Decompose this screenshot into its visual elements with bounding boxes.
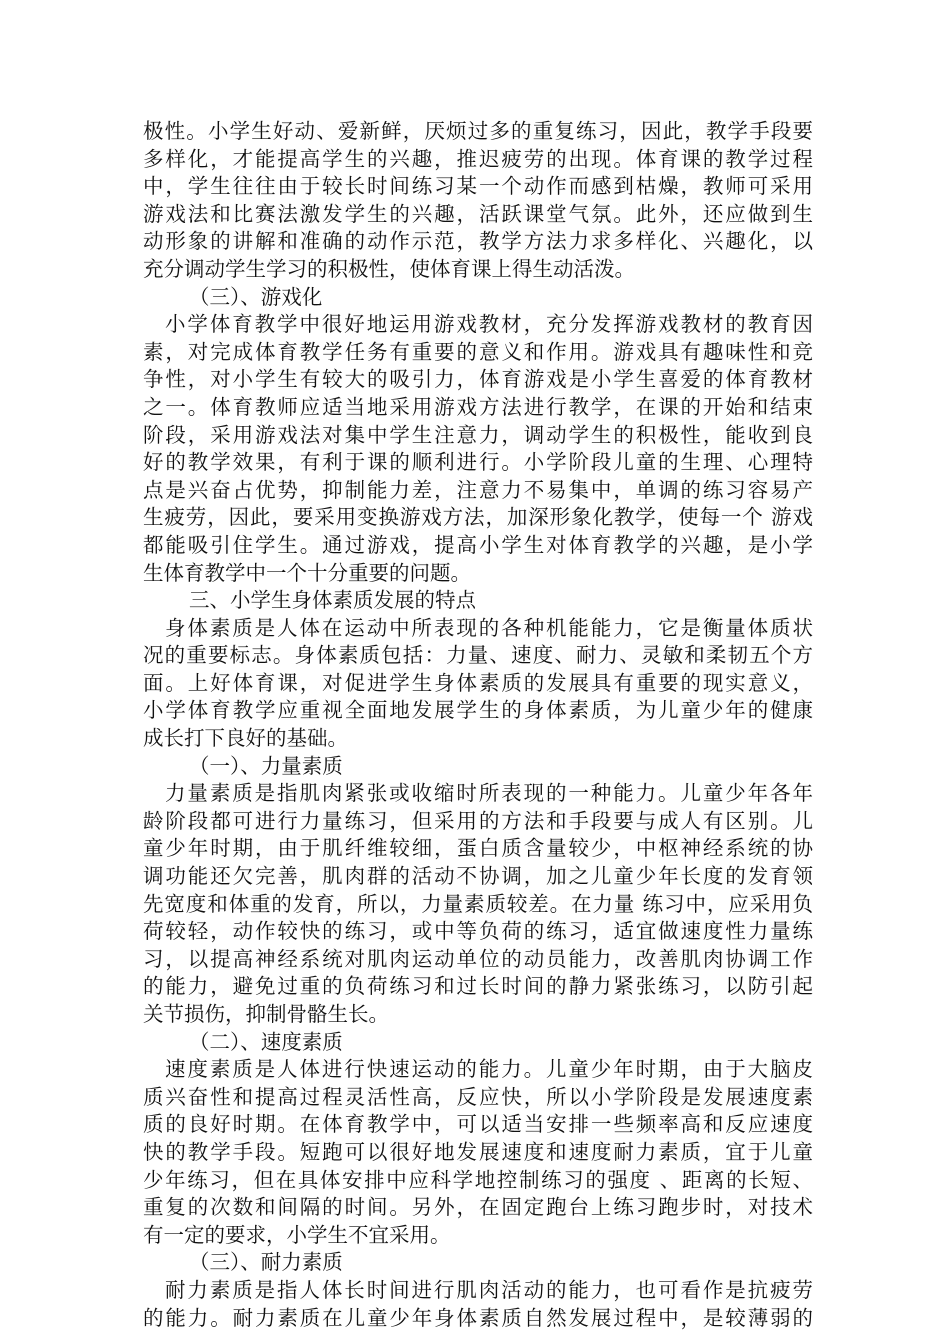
body-text-line: 质兴奋性和提高过程灵活性高，反应快，所以小学阶段是发展速度素 [143, 1084, 813, 1109]
body-text-line: 荷较轻，动作较快的练习，或中等负荷的练习，适宜做速度性力量练 [143, 919, 813, 944]
body-text-line: 有一定的要求，小学生不宜采用。 [143, 1222, 451, 1247]
body-text-line: 生疲劳，因此，要采用变换游戏方法，加深形象化教学，使每一个 游戏 [143, 505, 813, 530]
section-heading: （三）、游戏化 [189, 284, 323, 309]
body-text-line: 阶段，采用游戏法对集中学生注意力，调动学生的积极性，能收到良 [143, 422, 813, 447]
section-heading: （一）、力量素质 [189, 753, 343, 778]
body-text-line: 都能吸引住学生。通过游戏，提高小学生对体育教学的兴趣，是小学 [143, 532, 813, 557]
body-text-line: 快的教学手段。短跑可以很好地发展速度和速度耐力素质，宜于儿童 [143, 1139, 813, 1164]
body-text-line: 先宽度和体重的发育，所以，力量素质较差。在力量 练习中，应采用负 [143, 891, 813, 916]
body-text-line: 质的良好时期。在体育教学中，可以适当安排一些频率高和反应速度 [143, 1112, 813, 1137]
body-text-line: 多样化，才能提高学生的兴趣，推迟疲劳的出现。体育课的教学过程 [143, 146, 813, 171]
body-text-line: 极性。小学生好动、爱新鲜，厌烦过多的重复练习，因此，教学手段要 [143, 119, 813, 143]
body-text-line: 小学体育教学应重视全面地发展学生的身体素质，为儿童少年的健康 [143, 698, 813, 723]
body-text-line: 习，以提高神经系统对肌肉运动单位的动员能力，改善肌肉协调工作 [143, 946, 813, 971]
body-text-line: 成长打下良好的基础。 [143, 726, 348, 751]
body-text-line: 生体育教学中一个十分重要的问题。 [143, 560, 471, 585]
body-text-line: 动形象的讲解和准确的动作示范，教学方法力求多样化、兴趣化，以 [143, 229, 813, 254]
body-text-line: 之一。体育教师应适当地采用游戏方法进行教学，在课的开始和结束 [143, 394, 813, 419]
section-heading: 三、小学生身体素质发展的特点 [189, 588, 476, 613]
paragraph-first-line: 力量素质是指肌肉紧张或收缩时所表现的一种能力。儿童少年各年 [165, 781, 813, 806]
body-text-line: 少年练习，但在具体安排中应科学地控制练习的强度 、距离的长短、 [143, 1167, 813, 1192]
body-text-line: 调功能还欠完善，肌肉群的活动不协调，加之儿童少年长度的发育领 [143, 864, 813, 889]
body-text-line: 游戏法和比赛法激发学生的兴趣，活跃课堂气氛。此外，还应做到生 [143, 201, 813, 226]
paragraph-first-line: 身体素质是人体在运动中所表现的各种机能能力，它是衡量体质状 [165, 615, 813, 640]
body-text-line: 龄阶段都可进行力量练习，但采用的方法和手段要与成人有区别。儿 [143, 808, 813, 833]
body-text-line: 中，学生往往由于较长时间练习某一个动作而感到枯燥，教师可采用 [143, 174, 813, 199]
body-text-line: 的能力，避免过重的负荷练习和过长时间的静力紧张练习，以防引起 [143, 974, 813, 999]
section-heading: （二）、速度素质 [189, 1029, 343, 1054]
body-text-line: 争性，对小学生有较大的吸引力，体育游戏是小学生喜爱的体育教材 [143, 367, 813, 392]
body-text-line: 素，对完成体育教学任务有重要的意义和作用。游戏具有趣味性和竞 [143, 339, 813, 364]
paragraph-first-line: 速度素质是人体进行快速运动的能力。儿童少年时期，由于大脑皮 [165, 1057, 813, 1082]
section-heading: （三）、耐力素质 [189, 1250, 343, 1275]
paragraph-first-line: 小学体育教学中很好地运用游戏教材，充分发挥游戏教材的教育因 [165, 312, 813, 337]
body-text-line: 充分调动学生学习的积极性，使体育课上得生动活泼。 [143, 256, 635, 281]
body-text-line: 况的重要标志。身体素质包括：力量、速度、耐力、灵敏和柔韧五个方 [143, 643, 813, 668]
body-text-line: 重复的次数和间隔的时间。另外，在固定跑台上练习跑步时，对技术 [143, 1195, 813, 1220]
body-text-line: 面。上好体育课，对促进学生身体素质的发展具有重要的现实意义， [143, 670, 813, 695]
body-text-line: 好的教学效果，有利于课的顺利进行。小学阶段儿童的生理、心理特 [143, 450, 813, 475]
document-page [143, 118, 813, 1332]
body-text-line: 的能力。耐力素质在儿童少年身体素质自然发展过程中，是较薄弱的 [143, 1305, 813, 1330]
body-text-line: 关节损伤，抑制骨骼生长。 [143, 1002, 389, 1026]
body-text-line: 点是兴奋占优势，抑制能力差，注意力不易集中，单调的练习容易产 [143, 477, 813, 502]
body-text-line: 童少年时期，由于肌纤维较细，蛋白质含量较少，中枢神经系统的协 [143, 836, 813, 861]
paragraph-first-line: 耐力素质是指人体长时间进行肌肉活动的能力，也可看作是抗疲劳 [165, 1277, 813, 1302]
